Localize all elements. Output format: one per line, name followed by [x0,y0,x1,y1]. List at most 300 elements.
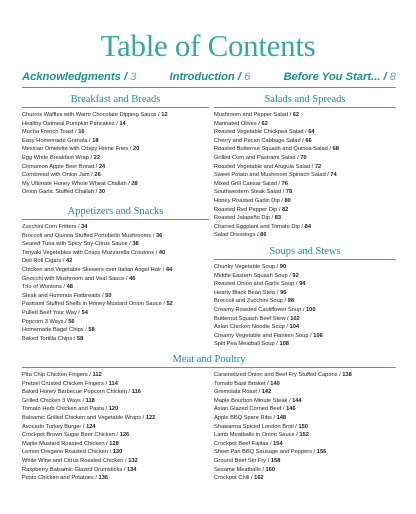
page-number: 66 [305,137,312,144]
recipe-name: Mushroom and Pepper Salad [214,112,288,118]
front-matter-item[interactable]: Introduction / 6 [169,71,251,83]
separator: / [126,180,132,187]
separator: / [301,306,306,313]
toc-entry[interactable] [214,306,396,315]
separator: / [327,146,333,153]
separator: / [303,129,309,136]
separator: / [161,266,166,273]
recipe-name: White Wine and Citrus Roasted Chicken [22,457,124,464]
page-number: 94 [299,281,306,288]
page-number: 98 [287,298,294,305]
page-number: 96 [280,289,287,296]
recipe-name: Southwestern Steak Salad [214,189,282,196]
page-number: 78 [285,189,293,196]
recipe-name: Charred Eggplant and Tomato Dip [214,223,300,230]
toc-entry[interactable] [22,240,209,249]
separator: / [124,275,130,282]
toc-entry[interactable] [22,474,214,483]
page-title: Table of Contents [100,28,316,63]
section-heading: Appetizers and Snacks [22,206,209,220]
toc-entry[interactable] [22,145,209,154]
toc-entry[interactable] [214,380,396,389]
page-number: 40 [158,249,166,256]
separator: / [87,137,93,144]
recipe-name: Gnocchi with Mushroom and Veal Sauce [22,275,125,282]
separator: / [294,432,300,439]
recipe-name: Pulled Beef Your Way [22,309,77,316]
recipe-name: Mocha French Toast [22,129,74,136]
recipe-name: Raspberry Balsamic Glazed Drumsticks [22,466,123,473]
page-number: 44 [165,266,173,273]
toc-entry[interactable] [214,206,396,215]
toc-entry[interactable] [22,466,214,475]
toc-entry[interactable] [214,223,396,232]
recipe-name: Baked Tortilla Chips [22,335,73,342]
page-number: 142 [261,389,272,396]
toc-entry[interactable] [214,145,396,154]
page-number: 122 [145,414,156,421]
divider [22,87,396,88]
toc-entry[interactable] [22,326,209,335]
separator: / [268,440,274,447]
separator: / [83,327,89,334]
page-number: 22 [93,154,100,161]
separator: / [275,264,280,270]
recipe-name: Steak and Hummus Flatbreads [22,292,101,299]
page-number: 156 [316,449,327,456]
toc-entry[interactable] [214,111,396,120]
page-number: 62 [292,112,300,118]
recipe-name: Cornbread with Onion Jam [22,172,90,179]
recipe-name: Pastrami Stuffed Shells in Honey Mustard Onion Sauce [22,301,162,308]
page-number: 108 [279,341,289,348]
separator: / [255,232,261,239]
recipe-name: Broccoli and Zucchini Soup [214,298,283,305]
page-number: 144 [292,397,302,404]
toc-entry[interactable] [214,388,396,397]
separator: / [287,397,293,404]
toc-entry[interactable] [22,457,214,466]
toc-entry[interactable] [22,171,209,180]
separator: / [256,120,262,127]
toc-entry[interactable] [22,283,209,292]
separator: / [310,163,315,170]
recipe-name: Butternut Squash Beef Stew [214,315,286,322]
recipe-name: Marinated Olives [214,120,257,127]
page-number: 24 [98,163,106,170]
toc-entry[interactable] [214,214,396,223]
page-number: 72 [314,163,322,170]
section-appetizers [22,206,209,343]
page-number: 84 [304,223,311,230]
toc-entry[interactable] [22,111,209,120]
separator: / [108,449,113,456]
toc-entry[interactable] [214,371,396,380]
page-number: 128 [109,440,119,447]
section-salads [214,94,396,240]
separator: / [89,172,95,179]
recipe-name: Apple BBQ Spare Ribs [214,414,272,421]
toc-entry[interactable] [214,397,396,406]
toc-entry[interactable] [214,171,396,180]
page-number: 116 [131,389,141,396]
separator: / [281,189,286,196]
toc-entry[interactable] [214,280,396,289]
toc-entry[interactable] [22,128,209,137]
separator: / [284,324,290,331]
page-number: 114 [108,380,118,387]
separator: / [88,154,94,161]
page-number: 38 [132,241,139,248]
toc-entry[interactable] [22,266,209,275]
separator: / [265,380,271,387]
separator: / [126,389,132,396]
recipe-name: Roasted Red Pepper Dip [214,206,278,213]
page-number: 138 [342,372,352,378]
toc-entry[interactable] [22,163,209,172]
recipe-name: Split Pea Meatball Soup [214,341,275,348]
separator: / [275,289,281,296]
toc-entry[interactable] [214,315,396,324]
toc-entry[interactable] [22,223,209,232]
section-breakfast [22,94,209,197]
page-number: 18 [92,137,99,144]
toc-entry[interactable] [214,323,396,332]
recipe-name: Churros Waffles with Warm Chocolate Dipping Sauce [22,112,157,118]
toc-entry[interactable] [22,335,209,344]
separator: / [277,206,282,213]
toc-entry[interactable] [22,405,214,414]
toc-entry[interactable] [214,405,396,414]
section-soups [214,246,396,349]
recipe-name: Onion Garlic Stuffed Challah [22,189,94,196]
toc-entry[interactable] [214,466,396,475]
recipe-name: Ground Beef Stir Fry [214,457,267,464]
separator: / [156,112,162,118]
separator: / [122,466,127,473]
page-number: 16 [78,129,85,136]
toc-entry[interactable] [214,231,396,240]
recipe-name: Broccoli and Quinoa Stuffed Portobello Mushrooms [22,232,152,239]
toc-entry[interactable] [22,249,209,258]
recipe-name: Tomato Basil Brisket [214,380,266,387]
section-meat-poultry [22,354,396,483]
page-number: 160 [265,466,276,473]
separator: / [260,466,266,473]
toc-entry[interactable] [22,388,214,397]
recipe-name: Crockpot Beef Fajitas [214,440,269,447]
separator: / [94,163,99,170]
toc-entry[interactable] [22,309,209,318]
separator: / [293,423,299,430]
recipe-name: My Ultimate Honey Whole Wheat Challah [22,180,127,187]
recipe-name: Grilled Chicken 3 Ways [22,397,81,404]
recipe-name: Pesto Chicken and Potatoes [22,475,94,482]
page-number: 118 [85,397,95,404]
toc-entry[interactable] [22,275,209,284]
page-number: 82 [281,206,289,213]
separator: / [141,414,146,421]
recipe-name: Lemon Oregano Roasted Chicken [22,449,108,456]
page-number: 48 [66,284,73,291]
separator: / [127,241,133,248]
toc-entry[interactable] [22,300,209,309]
recipe-name: Egg White Breakfast Wrap [22,154,89,161]
page-number: 54 [81,309,88,316]
recipe-name: Teriyaki Vegetables with Crispy Mozzarella Croutons [22,249,155,256]
separator: / [295,154,301,161]
page-number: 140 [270,380,280,387]
recipe-name: Crockpot Brown Sugar Beer Chicken [22,432,115,439]
recipe-name: Trio of Wontons [22,284,62,291]
separator: / [61,284,67,291]
page-number: 90 [279,264,287,270]
page-number: 20 [132,146,140,153]
toc-entry[interactable] [22,423,214,432]
separator: / [80,397,86,404]
separator: / [271,414,277,421]
toc-entry[interactable] [214,154,396,163]
separator: / [287,112,293,118]
recipe-name: Chunky Vegetable Soup [214,264,276,270]
page-number: 70 [300,154,307,161]
recipe-name: Zucchini Corn Fritters [22,224,77,230]
separator: / [72,335,77,342]
recipe-name: Popcorn 3 Ways [22,318,64,325]
recipe-name: Maple Mustard Roasted Chicken [22,440,105,447]
toc-entry[interactable] [214,414,396,423]
page-number: 80 [284,197,291,204]
section-heading: Breakfast and Breads [22,94,209,108]
page-number: 62 [261,120,268,127]
page-number: 83 [274,215,282,222]
recipe-name: Lamb Meatballs in Onion Sauce [214,432,295,439]
separator: / [128,146,133,153]
toc-entry[interactable] [214,431,396,440]
separator: / [249,475,255,482]
recipe-name: Roasted Vegetable Chickpea Salad [214,129,304,136]
recipe-name: Shawarma Spiced London Broil [214,423,294,430]
separator: / [282,298,288,305]
recipe-name: Roasted Jalapeño Dip [214,215,270,222]
recipe-name: Easy Homemade Granola [22,137,88,144]
separator: / [103,406,109,413]
toc-entry[interactable] [22,154,209,163]
front-matter-item[interactable]: Before You Start... / 8 [283,71,396,83]
recipe-name: Avocado Turkey Burger [22,423,82,430]
page-number: 158 [270,457,281,464]
recipe-name: Asian Glazed Corned Beef [214,406,282,413]
toc-entry[interactable] [22,371,214,380]
separator: / [308,332,314,339]
page-number: 152 [299,432,309,439]
recipe-name: Sheet Pan BBQ Sausage and Peppers [214,449,313,456]
toc-entry[interactable] [214,297,396,306]
separator: / [61,258,66,265]
recipe-name: Deli Roll Cigars [22,258,62,265]
separator: / [287,272,293,279]
toc-entry[interactable] [22,380,214,389]
recipe-name: Baked Honey Barbecue Popcorn Chicken [22,389,127,396]
front-matter-row [22,68,396,86]
toc-entry[interactable] [214,180,396,189]
recipe-name: Hearty Black Bean Stew [214,289,276,296]
section-heading: Salads and Spreads [214,94,396,108]
separator: / [325,172,331,179]
recipe-name: Tomato Herb Chicken and Pasta [22,406,104,413]
page-number: 74 [330,172,337,179]
toc-entry[interactable] [214,332,396,341]
recipe-name: Seared Tuna with Spicy Soy-Citrus Sauce [22,241,128,248]
toc-entry[interactable] [22,318,209,327]
page-number: 92 [292,272,299,279]
separator: / [114,432,120,439]
separator: / [81,423,87,430]
recipe-name: Pretzel Crusted Chicken Fingers [22,380,104,387]
toc-entry[interactable] [22,137,209,146]
toc-entry[interactable] [22,120,209,129]
recipe-name: Sesame Meatballs [214,466,261,473]
separator: / [63,318,69,325]
toc-entry[interactable] [214,474,396,483]
toc-entry[interactable] [22,397,214,406]
recipe-name: Chicken and Vegetable Skewers over Italian Angel Hair [22,266,162,273]
separator: / [87,372,93,378]
toc-entry[interactable] [214,289,396,298]
recipe-name: Pita Chip Chicken Fingers [22,372,88,378]
page-number: 162 [254,475,264,482]
toc-entry[interactable] [22,440,214,449]
separator: / [294,281,300,288]
page-number: 34 [81,224,88,230]
separator: / [312,449,317,456]
recipe-name: Maple Bourbon Minute Steak [214,397,288,404]
recipe-name: Grilled Corn and Pastrami Salad [214,154,296,161]
page-number: 56 [68,318,75,325]
toc-entry[interactable] [214,448,396,457]
toc-entry[interactable] [214,423,396,432]
page-number: 68 [332,146,339,153]
page-number: 26 [94,172,101,179]
page-number: 36 [155,232,163,239]
separator: / [337,372,343,378]
recipe-name: Homemade Bagel Chips [22,327,84,334]
page-number: 50 [105,292,112,299]
recipe-name: Cinnamon Apple Beer Bread [22,163,95,170]
separator: / [103,380,109,387]
separator: / [161,301,167,308]
front-matter-item[interactable]: Acknowledgments / 3 [22,71,137,83]
page-number: 58 [76,335,84,342]
recipe-name: Asian Chicken Noodle Soup [214,324,285,331]
toc-entry[interactable] [22,292,209,301]
separator: / [100,292,106,299]
recipe-name: Creamy Vegetable and Flanken Soup [214,332,309,339]
toc-entry[interactable] [214,272,396,281]
recipe-name: Mixed Grill Caesar Salad [214,180,277,187]
separator: / [154,249,159,256]
toc-entry[interactable] [22,232,209,241]
toc-entry[interactable] [214,440,396,449]
page-number: 14 [119,120,126,127]
toc-entry[interactable] [214,188,396,197]
page-number: 112 [92,372,102,378]
separator: / [300,137,306,144]
separator: / [299,223,305,230]
recipe-name: Crockpot Chili [214,475,250,482]
page-number: 28 [131,180,138,187]
recipe-name: Roasted Vegetable and Arugula Salad [214,163,311,170]
page-number: 52 [166,301,173,308]
toc-entry[interactable] [214,197,396,206]
page-number: 150 [298,423,308,430]
separator: / [269,215,275,222]
toc-entry[interactable] [22,431,214,440]
recipe-name: Balsamic Grilled Chicken and Vegetable Wraps [22,414,142,421]
page-number: 64 [308,129,315,136]
separator: / [266,457,271,464]
separator: / [76,224,82,230]
recipe-name: Mexican Omelette with Crispy Home Fries [22,146,129,153]
toc-entry[interactable] [214,340,396,349]
recipe-name: Caramelized Onion and Beef Fry Stuffed Capons [214,372,338,378]
toc-entry[interactable] [22,414,214,423]
separator: / [279,197,285,204]
page-number: 130 [112,449,123,456]
page-number: 58 [88,327,95,334]
recipe-name: Middle Eastern Squash Soup [214,272,288,279]
page-number: 146 [286,406,296,413]
separator: / [93,189,99,196]
toc-entry[interactable] [22,448,214,457]
page-number: 76 [281,180,288,187]
toc-entry[interactable] [214,163,396,172]
recipe-name: Healthy Oatmeal Pumpkin Pancakes [22,120,115,127]
toc-entry[interactable] [22,188,209,197]
page-number: 132 [128,457,138,464]
recipe-name: Creamy Roasted Cauliflower Soup [214,306,302,313]
toc-entry[interactable] [214,137,396,146]
toc-entry[interactable] [214,120,396,129]
page-number: 100 [306,306,316,313]
separator: / [281,406,287,413]
toc-entry[interactable] [22,257,209,266]
toc-entry[interactable] [22,180,209,189]
recipe-name: Sweet Potato and Mushroom Spinach Salad [214,172,326,179]
recipe-name: Roasted Butternut Squash and Quinoa Salad [214,146,328,153]
recipe-name: Honey Roasted Garlic Dip [214,197,280,204]
page-number: 148 [276,414,287,421]
page-number: 30 [98,189,106,196]
toc-entry[interactable] [214,457,396,466]
separator: / [151,232,156,239]
page-number: 120 [108,406,119,413]
toc-entry[interactable] [214,128,396,137]
separator: / [285,315,291,322]
separator: / [76,309,82,316]
page-number: 126 [119,432,130,439]
separator: / [123,457,129,464]
recipe-name: Cherry and Pecan Cabbage Salad [214,137,301,144]
separator: / [274,341,280,348]
page-number: 154 [273,440,283,447]
page-number: 86 [260,232,267,239]
page-number: 124 [86,423,96,430]
page-number: 136 [98,475,109,482]
page-number: 46 [129,275,136,282]
toc-entry[interactable] [214,263,396,272]
page-number: 102 [290,315,300,322]
